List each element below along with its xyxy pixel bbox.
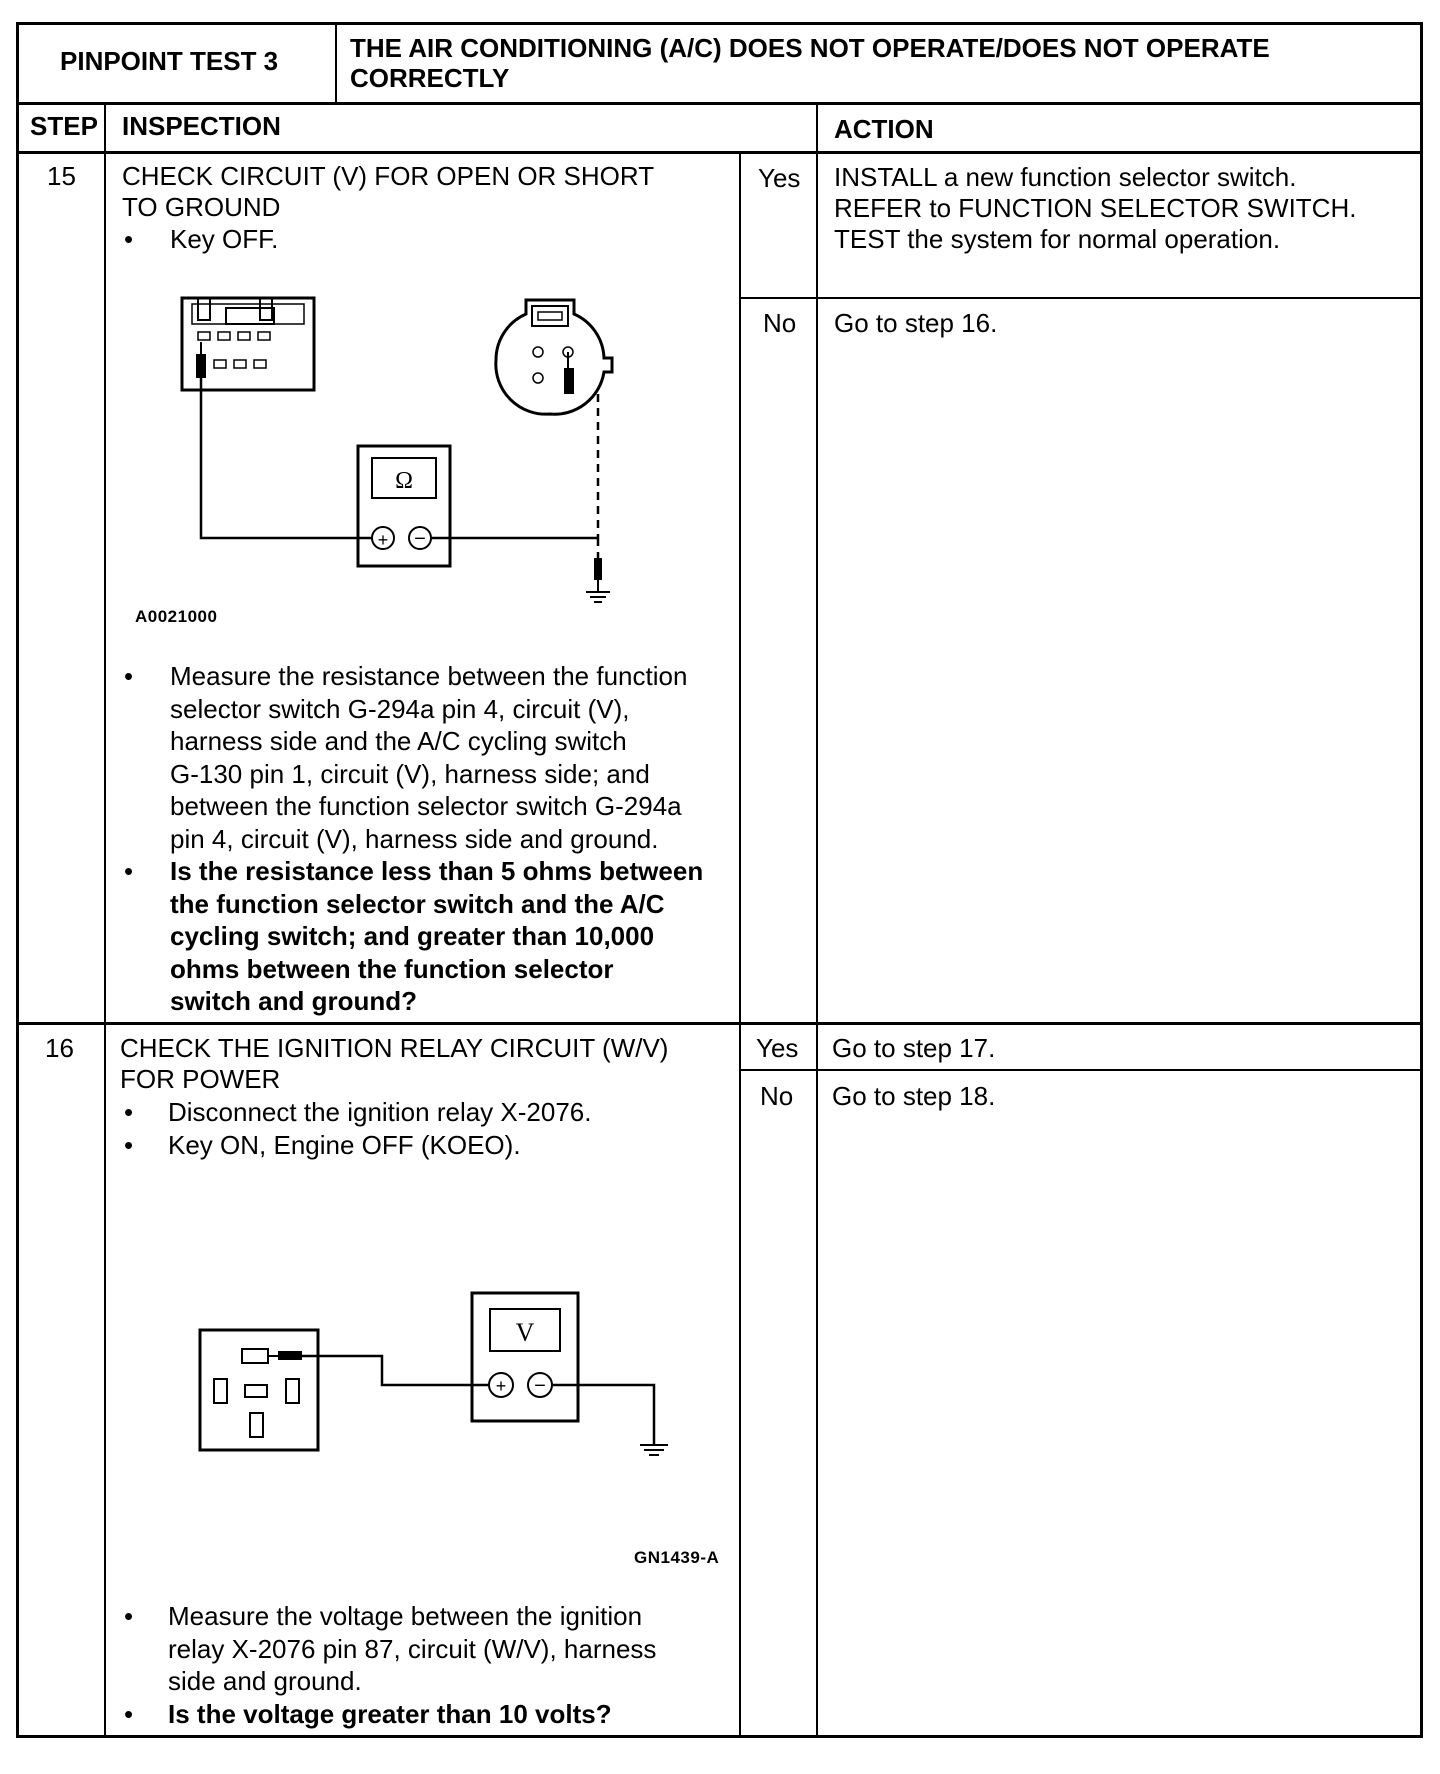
step15-number: 15 [47,161,76,191]
step15-question-line: ohms between the function selector [170,953,614,984]
voltmeter [472,1293,578,1421]
step16-measure-text [168,1600,656,1698]
svg-text:−: − [534,1375,546,1397]
step15-yes-action [834,162,1356,255]
step-col-line [104,102,106,1738]
header-bottom [16,102,1423,105]
step15-no-action: Go to step 16. [834,308,998,338]
pinpoint-test-label: PINPOINT TEST 3 [60,46,279,76]
step15-no-label: No [763,308,797,338]
ac-cycling-switch-connector [496,300,612,414]
border-bottom [16,1735,1423,1738]
step15-question [170,855,703,1018]
step15-title-line2: TO GROUND [122,192,281,222]
step15-question-line: switch and ground? [170,986,417,1016]
step15-measure-line: between the function selector switch G-294a [170,791,682,821]
volt-symbol: V [515,1318,535,1347]
border-top [16,22,1423,25]
col-header-inspection: INSPECTION [122,111,281,141]
bullet-dot: • [124,1130,134,1160]
pinpoint-title-line1: THE AIR CONDITIONING (A/C) DOES NOT OPERATE/DOES NOT OPERATE [350,33,1270,63]
step15-yes-action-line: INSTALL a new function selector switch. [834,162,1297,192]
pinpoint-title-line2: CORRECTLY [350,63,510,93]
step15-measure-line: pin 4, circuit (V), harness side and ground. [170,823,659,854]
step15-measure-line: Measure the resistance between the function [170,661,688,691]
step15-question-line: Is the resistance less than 5 ohms between [170,856,704,886]
bullet-dot: • [124,1601,134,1631]
action-col-line [816,102,818,1738]
step16-yesno-divider [739,1069,1423,1071]
step15-measure-line: selector switch G-294a pin 4, circuit (V), [170,693,630,724]
step16-measure-line: relay X-2076 pin 87, circuit (W/V), harness [168,1633,657,1664]
bullet-dot: • [124,1097,134,1127]
step15-measure-line: G-130 pin 1, circuit (V), harness side; and [170,758,650,789]
step15-resistance-diagram [170,290,650,630]
step16-number: 16 [45,1033,74,1063]
step16-measure-line: Measure the voltage between the ignition [168,1601,643,1631]
step16-bullet-disconnect: Disconnect the ignition relay X-2076. [168,1097,592,1127]
step15-yes-label: Yes [758,163,801,193]
step15-question-line: the function selector switch and the A/C [170,888,665,919]
ohm-symbol: Ω [395,468,413,494]
step-row-divider [16,1022,1423,1025]
col-header-action: ACTION [834,114,934,144]
step15-bullet-key-off: Key OFF. [170,224,279,254]
bullet-dot: • [124,661,134,691]
step16-yes-action: Go to step 17. [832,1033,996,1063]
step16-voltage-diagram [190,1285,690,1465]
col-header-step: STEP [30,111,98,141]
step15-question-line: cycling switch; and greater than 10,000 [170,921,655,951]
step16-title-line2: FOR POWER [120,1064,281,1094]
colhead-bottom [16,151,1423,154]
step16-yes-label: Yes [756,1033,799,1063]
yesno-col-line [739,151,741,1738]
step16-no-action: Go to step 18. [832,1081,996,1111]
border-right [1420,22,1423,1738]
bullet-dot: • [124,1699,134,1729]
step15-yes-action-line: REFER to FUNCTION SELECTOR SWITCH. [834,193,1357,223]
step15-measure-line: harness side and the A/C cycling switch [170,726,627,756]
step16-measure-line: side and ground. [168,1666,362,1696]
header-divider [335,22,337,104]
step16-question: Is the voltage greater than 10 volts? [168,1699,612,1729]
step15-yes-action-line: TEST the system for normal operation. [834,224,1281,254]
step15-yesno-divider [739,297,1423,299]
step15-measure-text [170,660,687,855]
svg-text:+: + [377,530,389,550]
bullet-dot: • [124,856,134,886]
step16-bullet-koeo: Key ON, Engine OFF (KOEO). [168,1130,521,1160]
bullet-dot: • [124,224,134,254]
svg-text:−: − [414,528,426,550]
step16-figure-id: GN1439-A [634,1548,720,1567]
step15-title-line1: CHECK CIRCUIT (V) FOR OPEN OR SHORT [122,161,655,191]
svg-text:+: + [495,1376,507,1396]
border-left [16,22,19,1738]
step15-figure-id: A0021000 [135,607,218,626]
step16-title-line1: CHECK THE IGNITION RELAY CIRCUIT (W/V) [120,1033,669,1063]
step16-no-label: No [760,1081,794,1111]
